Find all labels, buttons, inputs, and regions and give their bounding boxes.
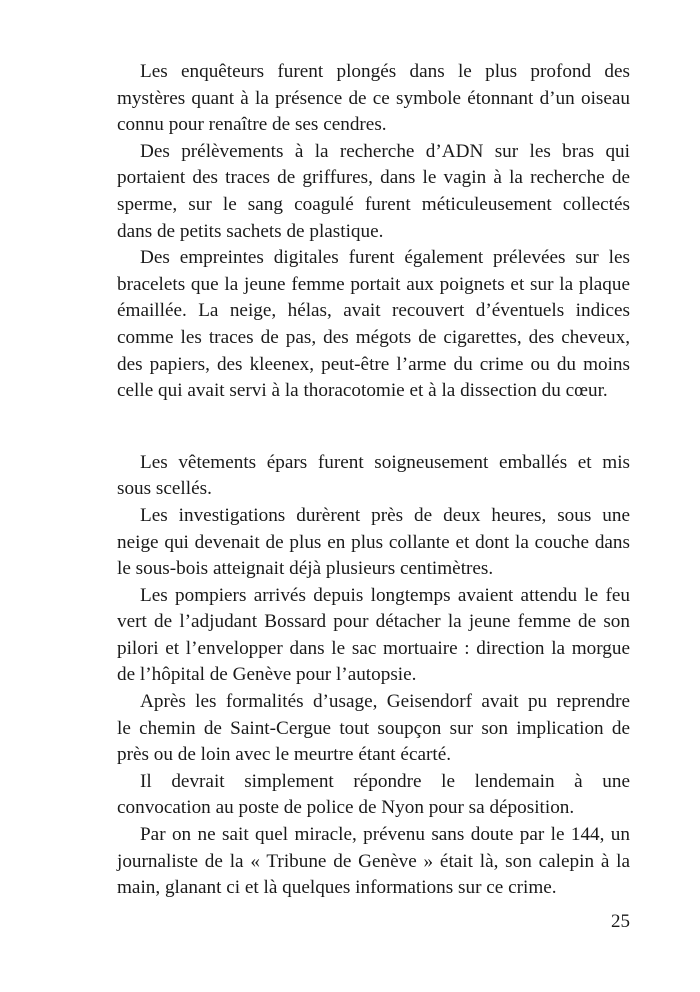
text-line: sous scellés. bbox=[117, 478, 212, 500]
body-text bbox=[117, 59, 630, 902]
text-line: près ou de loin avec le meurtre étant écarté. bbox=[117, 744, 452, 766]
text-line: Les investigations durèrent près de deux heures, sous une bbox=[140, 504, 630, 526]
text-line: sperme, sur le sang coagulé furent méticuleusement collectés bbox=[117, 193, 630, 215]
text-line: Des prélèvements à la recherche d’ADN sur les bras qui bbox=[140, 140, 630, 162]
text-line: bracelets que la jeune femme portait aux poignets et sur la plaque bbox=[117, 273, 630, 295]
text-line: pilori et l’envelopper dans le sac mortuaire : direction la morgue bbox=[117, 637, 630, 659]
text-line: Des empreintes digitales furent également prélevées sur les bbox=[140, 247, 630, 269]
text-line: Après les formalités d’usage, Geisendorf avait pu reprendre bbox=[140, 691, 630, 713]
paragraph bbox=[117, 689, 630, 769]
text-line: Les vêtements épars furent soigneusement emballés et mis bbox=[140, 451, 630, 473]
paragraph bbox=[117, 583, 630, 689]
text-line: mystères quant à la présence de ce symbole étonnant d’un oiseau bbox=[117, 87, 630, 109]
text-section bbox=[117, 450, 630, 902]
paragraph bbox=[117, 245, 630, 405]
text-line: main, glanant ci et là quelques informations sur ce crime. bbox=[117, 877, 557, 899]
text-line: émaillée. La neige, hélas, avait recouvert d’éventuels indices bbox=[117, 300, 630, 322]
paragraph bbox=[117, 450, 630, 503]
paragraph bbox=[117, 503, 630, 583]
paragraph bbox=[117, 769, 630, 822]
text-line: Les pompiers arrivés depuis longtemps avaient attendu le feu bbox=[140, 584, 630, 606]
text-line: de l’hôpital de Genève pour l’autopsie. bbox=[117, 664, 417, 686]
text-line: le sous-bois atteignait déjà plusieurs centimètres. bbox=[117, 558, 494, 580]
text-line: le chemin de Saint-Cergue tout soupçon sur son implication de bbox=[117, 717, 630, 739]
text-line: portaient des traces de griffures, dans le vagin à la recherche de bbox=[117, 167, 630, 189]
text-line: Par on ne sait quel miracle, prévenu sans doute par le 144, un bbox=[140, 824, 630, 846]
text-line: neige qui devenait de plus en plus collante et dont la couche dans bbox=[117, 531, 630, 553]
page-number: 25 bbox=[611, 911, 630, 932]
paragraph bbox=[117, 822, 630, 902]
text-line: dans de petits sachets de plastique. bbox=[117, 220, 384, 242]
text-line: comme les traces de pas, des mégots de cigarettes, des cheveux, bbox=[117, 326, 630, 348]
text-line: connu pour renaître de ses cendres. bbox=[117, 114, 387, 136]
text-line: des papiers, des kleenex, peut-être l’arme du crime ou du moins bbox=[117, 353, 630, 375]
paragraph bbox=[117, 139, 630, 245]
text-line: convocation au poste de police de Nyon pour sa déposition. bbox=[117, 797, 575, 819]
text-line: vert de l’adjudant Bossard pour détacher la jeune femme de son bbox=[117, 611, 630, 633]
text-line: celle qui avait servi à la thoracotomie et à la dissection du cœur. bbox=[117, 380, 608, 402]
text-line: Il devrait simplement répondre le lendemain à une bbox=[140, 770, 630, 792]
text-line: journaliste de la « Tribune de Genève » était là, son calepin à la bbox=[117, 850, 630, 872]
text-section bbox=[117, 59, 630, 405]
paragraph bbox=[117, 59, 630, 139]
text-line: Les enquêteurs furent plongés dans le plus profond des bbox=[140, 61, 630, 82]
